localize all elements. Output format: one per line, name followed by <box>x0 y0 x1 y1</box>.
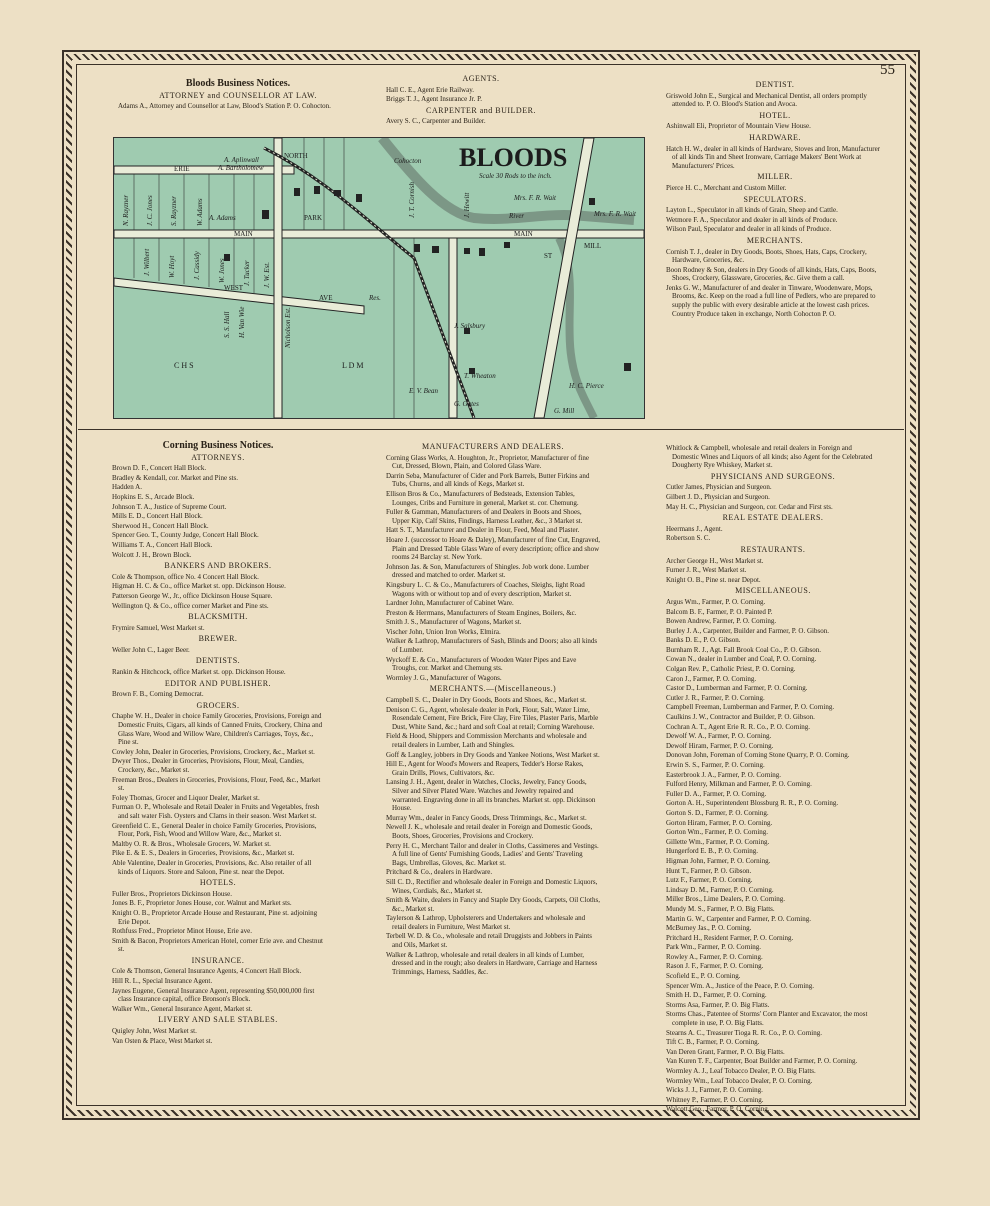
directory-entry: Cole & Thompson, office No. 4 Concert Hall Block. <box>112 572 259 581</box>
directory-entry: Van Kuren T. F., Carpenter, Boat Builder and Farmer, P. O. Corning. <box>666 1057 858 1066</box>
corning-column-3 <box>666 444 880 1115</box>
directory-entry: Jones B. F., Proprietor Jones House, cor. Walnut and Market sts. <box>112 899 292 908</box>
directory-entry: Stearns A. C., Treasurer Tioga R. R. Co., P. O. Corning. <box>666 1028 822 1037</box>
label-chs: C H S <box>174 361 194 370</box>
agent-entry: Hall C. E., Agent Erie Railway. <box>386 85 474 94</box>
directory-entry: Balcom B. F., Farmer, P. O. Painted P. <box>666 607 773 616</box>
carpenter-heading: CARPENTER and BUILDER. <box>426 105 536 115</box>
label-salsbury: J. Salsbury <box>454 322 486 330</box>
directory-entry: Cornish T. J., dealer in Dry Goods, Boots, Shoes, Hats, Caps, Crockery, Hardware, Groceries, &c. <box>666 247 867 265</box>
directory-entry: Rason J. F., Farmer, P. O. Corning. <box>666 962 764 971</box>
directory-entry: Higman John, Farmer, P. O. Corning. <box>666 856 771 865</box>
directory-entry: Weller John C., Lager Beer. <box>112 645 190 654</box>
directory-entry: Dwyer Thos., Dealer in Groceries, Provisions, Flour, Meal, Candies, Crockery, &c., Market st. <box>112 757 304 774</box>
directory-entry: Storms Asa, Farmer, P. O. Big Flatts. <box>666 1000 770 1009</box>
label-bartholomew: A. Bartholomew <box>218 164 264 172</box>
directory-entry: Wormley J. G., Manufacturer of Wagons. <box>386 673 502 682</box>
directory-entry: Caulkins J. W., Contractor and Builder, P. O. Gibson. <box>666 713 815 722</box>
directory-entry: Terbell W. D. & Co., wholesale and retail Druggists and Jobbers in Paints and Oils, Market st. <box>386 932 592 950</box>
directory-entry: Darrin Seba, Manufacturer of Cider and Pork Barrels, Butter Firkins and Tubs, Churns, and all kinds of Kegs, Market st. <box>386 471 590 489</box>
label-ldm: L D M <box>342 361 364 370</box>
directory-entry: Hunt T., Farmer, P. O. Gibson. <box>666 866 752 875</box>
bloods-middle-column <box>386 72 576 127</box>
directory-entry: Campbell Freeman, Lumberman and Farmer, P. O. Corning. <box>666 703 835 712</box>
directory-entry: Johnson Jas. & Son, Manufacturers of Shingles. Job work done. Lumber dressed and matched to order. Market st. <box>386 562 589 580</box>
directory-entry: Cochran A. T., Agent Erie R. R. Co., P. O. Corning. <box>666 722 811 731</box>
directory-entry: Gillette Wm., Farmer, P. O. Corning. <box>666 837 770 846</box>
section-heading: REAL ESTATE DEALERS. <box>722 513 824 523</box>
label-erie: ERIE <box>174 165 190 173</box>
section-heading: HARDWARE. <box>749 132 801 142</box>
directory-entry: Dewolf W. A., Farmer, P. O. Corning. <box>666 732 772 741</box>
directory-entry: Hatch H. W., dealer in all kinds of Hardware, Stoves and Iron, Manufacturer of all kinds Tin and Sheet Ironware, Carriage Makers' Bent Work at Manufacturers' Prices. <box>666 144 881 170</box>
directory-entry: May H. C., Physician and Surgeon, cor. Cedar and First sts. <box>666 502 833 511</box>
directory-entry: Hill R. L., Special Insurance Agent. <box>112 977 213 986</box>
directory-entry: Greenfield C. E., General Dealer in choice Family Groceries, Provisions, Flour, Pork, Fish, Wood and Willow Ware, &c., Market st. <box>112 821 317 839</box>
section-heading: BLACKSMITH. <box>188 612 248 622</box>
section-heading: HOTELS. <box>199 878 237 888</box>
directory-entry: Mills E. D., Concert Hall Block. <box>112 512 203 521</box>
directory-entry: Gorton Wm., Farmer, P. O. Corning. <box>666 828 769 837</box>
directory-entry: Tift C. B., Farmer, P. O. Corning. <box>666 1038 760 1047</box>
directory-entry: Rankin & Hitchcock, office Market st. opp. Dickinson House. <box>112 668 286 677</box>
directory-entry: Newell J. K., wholesale and retail dealer in Foreign and Domestic Goods, Boots, Shoes, Groceries, Provisions and Crockery. <box>386 823 593 840</box>
section-heading: DENTIST. <box>755 80 795 89</box>
label-wait: Mrs. F. R. Wait <box>514 194 557 202</box>
lot-owner: J. Cassidy <box>193 251 201 280</box>
section-divider <box>78 429 904 430</box>
lot-owner: J. T. Cornish <box>408 181 416 218</box>
directory-entry: Fulford Henry, Milkman and Farmer, P. O. Corning. <box>666 780 812 789</box>
directory-entry: Castor D., Lumberman and Farmer, P. O. Corning. <box>666 684 808 693</box>
label-aplinwall: A. Aplinwall <box>224 156 259 164</box>
directory-entry: Patterson George W., Jr., office Dickinson House Square. <box>112 591 273 600</box>
lot-owner: J. Tucker <box>243 260 251 286</box>
map-scale: Scale 30 Rods to the inch. <box>479 172 552 180</box>
directory-entry: Hill E., Agent for Wood's Mowers and Reapers, Tedder's Horse Rakes, Grain Drills, Plows, Cultivators, &c. <box>386 760 584 777</box>
directory-entry: Smith & Bacon, Proprietors American Hotel, corner Erie ave. and Chestnut st. <box>112 936 323 954</box>
corning-column-1 <box>112 440 324 1046</box>
directory-entry: Cutler James, Physician and Surgeon. <box>666 483 772 492</box>
bloods-title: Bloods Business Notices. <box>185 78 291 89</box>
carpenter-entry: Avery S. C., Carpenter and Builder. <box>386 117 486 126</box>
directory-entry: Erwin S. S., Farmer, P. O. Corning. <box>666 761 765 769</box>
directory-entry: Vischer John, Union Iron Works, Elmira. <box>386 627 501 636</box>
directory-entry: Cutler J. R., Farmer, P. O. Corning. <box>666 693 765 702</box>
directory-entry: Wormley Wm., Leaf Tobacco Dealer, P. O. Corning. <box>666 1076 813 1085</box>
section-heading: BREWER. <box>198 634 238 644</box>
directory-entry: Storms Chas., Patentee of Storms' Corn Planter and Excavator, the most complete in use, P. O. Big Flatts. <box>666 1010 868 1028</box>
directory-entry: Corning Glass Works, A. Houghton, Jr., Proprietor, Manufacturer of fine Cut, Dressed, Blown, Plain, and Colored Glass Ware. <box>386 453 589 471</box>
directory-entry: Maltby O. R. & Bros., Wholesale Grocers, W. Market st. <box>112 839 271 848</box>
label-park: PARK <box>304 214 323 222</box>
directory-entry: Quigley John, West Market st. <box>112 1027 197 1036</box>
label-river: River <box>509 212 525 220</box>
directory-entry: Layton L., Speculator in all kinds of Grain, Sheep and Cattle. <box>666 206 838 215</box>
label-res: Res. <box>369 294 381 302</box>
directory-entry: Lindsay D. M., Farmer, P. O. Corning. <box>666 885 774 894</box>
directory-entry: Pritchard H., Resident Farmer, P. O. Corning. <box>666 933 794 942</box>
label-st: ST <box>544 252 553 260</box>
directory-entry: Rowley A., Farmer, P. O. Corning. <box>666 952 763 961</box>
directory-entry: Pritchard & Co., dealers in Hardware. <box>386 868 493 877</box>
attorney-heading: ATTORNEY and COUNSELLOR AT LAW. <box>159 90 317 100</box>
directory-entry: Freeman Bros., Dealers in Groceries, Provisions, Flour, Feed, &c., Market st. <box>112 775 321 793</box>
directory-entry: Donovan John, Foreman of Corning Stone Quarry, P. O. Corning. <box>666 751 850 760</box>
directory-entry: Higman H. C. & Co., office Market st. opp. Dickinson House. <box>112 582 286 591</box>
directory-entry: Lansing J. H., Agent, dealer in Watches, Clocks, Jewelry, Fancy Goods, Silver and Silver Plated Ware. Watches and Jewelry repaired and warranted. Engraving done in all its branches. Market st. opp. Dickinson House. <box>386 778 596 813</box>
corning-column-2 <box>386 440 600 977</box>
directory-entry: Lutz F., Farmer, P. O. Corning. <box>666 876 753 885</box>
section-heading: BANKERS AND BROKERS. <box>164 561 272 571</box>
directory-entry: Smith J. S., Manufacturer of Wagons, Market st. <box>386 618 522 627</box>
directory-entry: Ashinwall Eli, Proprietor of Mountain View House. <box>666 122 811 131</box>
lot-owner: W. Jones <box>218 258 226 283</box>
directory-entry: Boon Rodney & Son, dealers in Dry Goods of all kinds, Hats, Caps, Boots, Shoes, Crockery, Glassware, Groceries, &c. Give them a call. <box>666 265 877 283</box>
label-sshall: S. S. Hall <box>223 311 231 338</box>
directory-entry: Gorton A. H., Superintendent Blossburg R. R., P. O. Corning. <box>666 799 839 808</box>
directory-entry: Bowen Andrew, Farmer, P. O. Corning. <box>666 617 777 626</box>
section-heading: GROCERS. <box>196 700 240 710</box>
directory-entry: Walker & Lathrop, wholesale and retail dealers in all kinds of Lumber, dressed and in the rough; also dealers in Hardware, Carriage and Harness Trimmings, Harness, Saddles, &c. <box>386 950 598 976</box>
label-wheaton: T. Wheaton <box>464 372 496 380</box>
directory-entry: Field & Hood, Shippers and Commission Merchants and wholesale and retail dealers in Lumber, Lath and Shingles. <box>386 732 587 749</box>
directory-entry: Miller Bros., Lime Dealers, P. O. Corning. <box>666 895 785 904</box>
directory-entry: Kingsbury L. C. & Co., Manufacturers of Coaches, Sleighs, light Road Wagons with or without top and of every description, Market st. <box>386 580 585 598</box>
section-heading: INSURANCE. <box>191 955 245 965</box>
directory-entry: Foley Thomas, Grocer and Liquor Dealer, Market st. <box>112 793 260 802</box>
directory-entry: Heermans J., Agent. <box>666 524 723 533</box>
section-heading: LIVERY AND SALE STABLES. <box>158 1015 278 1025</box>
section-heading: SPECULATORS. <box>743 194 807 204</box>
directory-entry: Rothfuss Fred., Proprietor Minot House, Erie ave. <box>112 927 252 936</box>
map-title: BLOODS <box>459 143 568 172</box>
section-heading: ATTORNEYS. <box>191 452 245 462</box>
directory-entry: Able Valentine, Dealer in Groceries, Provisions, &c. Also retailer of all kinds of Liquors. Store and Saloon, Pine st. near the Depot. <box>112 858 312 876</box>
directory-entry: Taylerson & Lathrop, Upholsterers and Undertakers and wholesale and retail dealers in Furniture, West Market st. <box>386 914 586 931</box>
directory-entry: Hoare J. (successor to Hoare & Daley), Manufacturer of fine Cut, Engraved, Plain and Dressed Table Glass Ware of every description; office and show rooms 24 Barclay st. New York. <box>386 535 601 562</box>
directory-entry: Lardner John, Manufacturer of Cabinet Ware. <box>386 599 514 608</box>
directory-entry: Hungerford E. B., P. O. Corning. <box>666 847 758 856</box>
directory-entry: Gorton Hiram, Farmer, P. O. Corning. <box>666 818 773 827</box>
label-cohocton: Cohocton <box>394 157 422 165</box>
directory-entry: Hadden A. <box>112 483 142 492</box>
main-street <box>114 230 644 238</box>
directory-entry: Hopkins E. S., Arcade Block. <box>112 492 195 501</box>
directory-entry: Whitney P., Farmer, P. O. Corning. <box>666 1095 764 1104</box>
directory-entry: Martin G. W., Carpenter and Farmer, P. O. Corning. <box>666 914 811 923</box>
directory-entry: Knight O. B., Pine st. near Depot. <box>666 575 761 584</box>
lot-owner: J. Hewitt <box>463 192 471 218</box>
directory-entry: Jaynes Eugene, General Insurance Agent, representing $50,000,000 first class Insurance capital, office Bronson's Block. <box>112 986 315 1004</box>
directory-entry: McBurney Jas., P. O. Corning. <box>666 924 752 933</box>
directory-entry: Wilson Paul, Speculator and dealer in all kinds of Produce. <box>666 225 832 234</box>
section-heading: MISCELLANEOUS. <box>735 586 811 596</box>
section-heading: HOTEL. <box>759 110 791 120</box>
directory-entry: Wellington Q. & Co., office corner Market and Pine sts. <box>112 601 269 610</box>
directory-entry: Colgan Rev. P., Catholic Priest, P. O. Corning. <box>666 665 796 674</box>
directory-entry: Griswold John E., Surgical and Mechanical Dentist, all orders promptly attended to. P. O. Blood's Station and Avoca. <box>666 91 867 109</box>
attorney-entry: Adams A., Attorney and Counsellor at Law, Blood's Station P. O. Cohocton. <box>118 102 331 111</box>
directory-entry: Archer George H., West Market st. <box>666 556 764 565</box>
directory-entry: Van Osten & Place, West Market st. <box>112 1036 213 1045</box>
directory-entry: Williams T. A., Concert Hall Block. <box>112 540 213 549</box>
directory-entry: Smith H. D., Farmer, P. O. Corning. <box>666 991 767 1000</box>
directory-entry: Denison C. G., Agent, wholesale dealer in Pork, Flour, Salt, Water Lime, Rosendale Cement, Fire Brick, Fire Clay, Fire Tiles, Plaster Paris, Marble Dust, White Sand, &c.; hard and soft Coal at retail; Corning Warehouse. <box>386 705 599 731</box>
directory-entry: Pierce H. C., Merchant and Custom Miller. <box>666 183 787 192</box>
directory-entry: Bradley & Kendall, cor. Market and Pine sts. <box>112 473 238 482</box>
directory-entry: Whitlock & Campbell, wholesale and retail dealers in Foreign and Domestic Wines and Liquors of all kinds; also Agent for the Celebrated Dougherty Rye Whiskey, Market st. <box>666 444 873 470</box>
section-heading: MILLER. <box>757 172 793 182</box>
directory-entry: Wolcott J. H., Brown Block. <box>112 550 192 559</box>
label-main-east: MAIN <box>514 230 533 238</box>
directory-entry: Scofield E., P. O. Corning. <box>666 972 741 981</box>
section-heading: PHYSICIANS AND SURGEONS. <box>710 471 836 481</box>
directory-entry: Caron J., Farmer, P. O. Corning. <box>666 674 757 683</box>
directory-entry: Murray Wm., dealer in Fancy Goods, Dress Trimmings, &c., Market st. <box>386 813 587 822</box>
label-north: NORTH <box>284 152 308 160</box>
lot-owner: W. Adams <box>196 198 204 226</box>
north-street <box>274 138 282 418</box>
directory-entry: Perry H. C., Merchant Tailor and dealer in Cloths, Cassimeres and Vestings. A full line of Gents' Furnishing Goods, Ladies' and Gents' Traveling Bags, Umbrellas, Gloves, &c. Market st. <box>386 841 599 867</box>
directory-entry: Wetmore F. A., Speculator and dealer in all kinds of Produce. <box>666 215 838 224</box>
directory-entry: Fuller D. A., Farmer, P. O. Corning. <box>666 789 767 798</box>
directory-entry: Argus Wm., Farmer, P. O. Corning. <box>666 597 766 606</box>
directory-entry: Park Wm., Farmer, P. O. Corning. <box>666 943 762 952</box>
lot-owner: J. Wilbert <box>143 248 151 276</box>
directory-entry: Campbell S. C., Dealer in Dry Goods, Boots and Shoes, &c., Market st. <box>386 696 587 705</box>
section-heading: DENTISTS. <box>195 656 241 666</box>
label-vanwie: H. Van Wie <box>238 306 246 338</box>
directory-entry: Robertson S. C. <box>666 534 711 543</box>
directory-entry: Walcott Geo., Farmer, P. O. Corning. <box>666 1105 770 1114</box>
lot-owner: W. Hoyt <box>168 255 176 278</box>
directory-entry: Hatt S. T., Manufacturer and Dealer in Flour, Feed, Meal and Plaster. <box>386 526 580 535</box>
directory-entry: Brown F. B., Corning Democrat. <box>112 690 204 699</box>
directory-entry: Cowley John, Dealer in Groceries, Provisions, Crockery, &c., Market st. <box>112 747 315 756</box>
section-heading: MERCHANTS. <box>746 235 804 245</box>
directory-entry: Furner J. R., West Market st. <box>666 566 747 575</box>
directory-entry: Brown D. F., Concert Hall Block. <box>112 464 207 473</box>
lot-owner: J. C. Jones <box>146 195 154 226</box>
agents-heading: AGENTS. <box>462 74 500 83</box>
directory-entry: Dewolf Hiram, Farmer, P. O. Corning. <box>666 741 774 750</box>
label-west: WEST <box>224 284 244 292</box>
label-ave: AVE <box>319 294 333 302</box>
label-wait-2: Mrs. F. R. Wait <box>594 210 637 218</box>
directory-entry: Van Deren Grant, Farmer, P. O. Big Flatts. <box>666 1047 785 1056</box>
directory-entry: Smith & Waite, dealers in Fancy and Staple Dry Goods, Carpets, Oil Cloths, &c., Market st. <box>386 896 600 913</box>
directory-entry: Walker Wm., General Insurance Agent, Market st. <box>112 1004 253 1013</box>
agent-entry: Briggs T. J., Agent Insurance Jr. P. <box>386 95 482 104</box>
directory-entry: Sill C. D., Rectifier and wholesale dealer in Foreign and Domestic Liquors, Wines, Cordials, &c., Market st. <box>386 877 598 895</box>
directory-entry: Chaphe W. H., Dealer in choice Family Groceries, Provisions, Foreign and Domestic Fruits, Cigars, all kinds of Canned Fruits, Crockery, China and Glass Ware, Wood and Willow Ware, Children's Carriages, Toys, &c., Pine st. <box>112 712 323 747</box>
page-number: 55 <box>880 62 895 78</box>
directory-entry: Goff & Langley, jobbers in Dry Goods and Yankee Notions, West Market st. <box>386 750 600 759</box>
label-pierce: H. C. Pierce <box>569 382 604 390</box>
directory-entry: Banks D. E., P. O. Gibson. <box>666 636 741 645</box>
label-main-west: MAIN <box>234 230 253 238</box>
label-adams: A. Adams <box>209 214 236 222</box>
map-svg <box>114 138 644 418</box>
erie-street <box>114 166 294 174</box>
directory-entry: Knight O. B., Proprietor Arcade House and Restaurant, Pine st. adjoining Erie Depot. <box>112 908 318 926</box>
directory-entry: Pike E. & E. S., Dealers in Groceries, Provisions, &c., Market st. <box>112 849 295 858</box>
directory-entry: Easterbrook J. A., Farmer, P. O. Corning. <box>666 770 782 779</box>
bloods-right-column <box>666 78 884 319</box>
directory-entry: Wicks J. J., Farmer, P. O. Corning. <box>666 1086 763 1095</box>
directory-entry: Ellison Bros & Co., Manufacturers of Bedsteads, Extension Tables, Lounges, Cribs and Furniture in general, Market st. cor. Chemung. <box>386 489 579 507</box>
directory-entry: Cole & Thomson, General Insurance Agents, 4 Concert Hall Block. <box>112 967 302 976</box>
directory-entry: Wyckoff E. & Co., Manufacturers of Wooden Water Pipes and Eave Troughs, cor. Market and Chemung sts. <box>386 655 577 673</box>
directory-entry: Fuller & Gamman, Manufacturers of and Dealers in Boots and Shoes, Upper Kip, Calf Skins, Findings, Harness Leather, &c., 3 Market st. <box>386 508 583 525</box>
corning-title: Corning Business Notices. <box>162 440 274 451</box>
label-ebean: E. V. Bean <box>409 387 439 395</box>
lot-owner: N. Rayzner <box>122 194 130 226</box>
bloods-left-column <box>118 78 358 112</box>
label-nicholson: Nicholson Est. <box>284 307 292 348</box>
directory-entry: Wormley A. J., Leaf Tobacco Dealer, P. O. Big Flatts. <box>666 1067 816 1075</box>
bloods-village-map <box>113 137 645 419</box>
directory-entry: Burnham R. J., Agt. Fall Brook Coal Co., P. O. Gibson. <box>666 645 821 654</box>
directory-entry: Jenks G. W., Manufacturer of and dealer in Tinware, Woodenware, Mops, Brooms, &c. Keep on the road a full line of Pedlers, who are prepared to supply the public with every desirable article at the lowest cash prices. Country Produce taken in exchange, North Cohocton P. O. <box>666 283 876 318</box>
label-gates: G. Gates <box>454 400 479 408</box>
directory-entry: Preston & Herrmans, Manufacturers of Steam Engines, Boilers, &c. <box>386 608 577 617</box>
directory-entry: Spencer Geo. T., County Judge, Concert Hall Block. <box>112 531 259 540</box>
section-heading: EDITOR AND PUBLISHER. <box>164 678 272 688</box>
lot-owner: S. Rayzner <box>170 196 178 226</box>
directory-entry: Burley J. A., Carpenter, Builder and Farmer, P. O. Gibson. <box>666 626 829 635</box>
directory-entry: Fuller Bros., Proprietors Dickinson House. <box>112 889 232 898</box>
directory-entry: Sherwood H., Concert Hall Block. <box>112 521 209 530</box>
section-heading: RESTAURANTS. <box>740 544 806 554</box>
label-gmill: G. Mill <box>554 407 575 415</box>
directory-entry: Gorton S. D., Farmer, P. O. Corning. <box>666 808 769 817</box>
section-heading: MANUFACTURERS AND DEALERS. <box>422 442 564 451</box>
directory-entry: Walker & Lathrop, Manufacturers of Sash, Blinds and Doors; also all kinds of Lumber. <box>386 637 598 655</box>
directory-entry: Johnson T. A., Justice of Supreme Court. <box>112 502 227 511</box>
label-mill: MILL <box>584 242 602 250</box>
directory-entry: Gilbert J. D., Physician and Surgeon. <box>666 492 770 501</box>
directory-entry: Mundy M. S., Farmer, P. O. Big Flatts. <box>666 904 775 913</box>
lot-owner: J. W. Est. <box>263 262 271 288</box>
directory-entry: Furman O. P., Wholesale and Retail Dealer in Fruits and Vegetables, fresh and salt water Fish. Oysters and Clams in their season. West Market st. <box>112 803 320 820</box>
section-heading: MERCHANTS.—(Miscellaneous.) <box>429 684 557 694</box>
directory-entry: Frymire Samuel, West Market st. <box>112 623 205 632</box>
directory-entry: Spencer Wm. A., Justice of the Peace, P. O. Corning. <box>666 981 815 990</box>
directory-entry: Cowan N., dealer in Lumber and Coal, P. O. Corning. <box>666 655 817 664</box>
